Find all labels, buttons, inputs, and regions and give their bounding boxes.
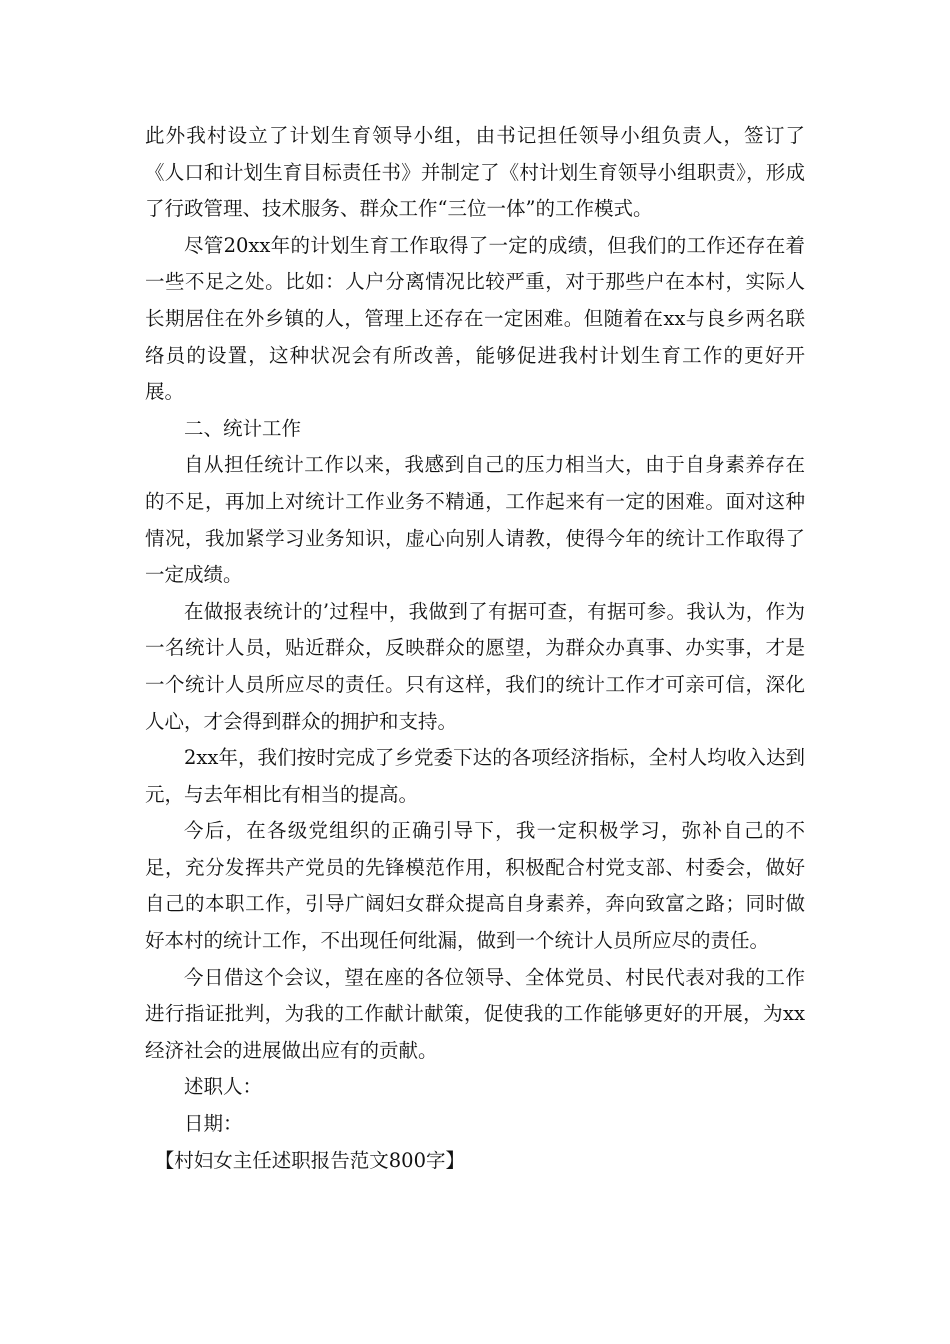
paragraph-report-process: 在做报表统计的’过程中，我做到了有据可查，有据可参。我认为，作为一名统计人员，贴近群众，反映群众的愿望，为群众办真事、办实事，才是一个统计人员所应尽的责任。只有这样，我们的统计工作才可亲可信，深化人心，才会得到群众的拥护和支持。 [145, 599, 805, 733]
footer-document-title: 【村妇女主任述职报告范文800字】 [154, 1148, 465, 1172]
paragraph-shortcomings: 尽管20xx年的计划生育工作取得了一定的成绩，但我们的工作还存在着一些不足之处。比如：人户分离情况比较严重，对于那些户在本村，实际人长期居住在外乡镇的人，管理上还存在一定困难。但随着在xx与良乡两名联络员的设置，这种状况会有所改善，能够促进我村计划生育工作的更好开展。 [145, 233, 805, 404]
paragraph-future-plans: 今后，在各级党组织的正确引导下，我一定积极学习，弥补自己的不足，充分发挥共产党员的先锋模范作用，积极配合村党支部、村委会，做好自己的本职工作，引导广阔妇女群众提高自身素养，奔向致富之路；同时做好本村的统计工作，不出现任何纰漏，做到一个统计人员所应尽的责任。 [145, 819, 805, 953]
paragraph-family-planning-group: 此外我村设立了计划生育领导小组，由书记担任领导小组负责人，签订了《人口和计划生育目标责任书》并制定了《村计划生育领导小组职责》，形成了行政管理、技术服务、群众工作“三位一体”的工作模式。 [145, 124, 805, 221]
paragraph-statistics-work: 自从担任统计工作以来，我感到自己的压力相当大，由于自身素养存在的不足，再加上对统计工作业务不精通，工作起来有一定的困难。面对这种情况，我加紧学习业务知识，虚心向别人请教，使得今年的统计工作取得了一定成绩。 [145, 453, 805, 587]
paragraph-closing-remarks: 今日借这个会议，望在座的各位领导、全体党员、村民代表对我的工作进行指证批判，为我的工作献计献策，促使我的工作能够更好的开展，为xx经济社会的进展做出应有的贡献。 [145, 965, 805, 1062]
paragraph-economic-indicators: 2xx年，我们按时完成了乡党委下达的各项经济指标，全村人均收入达到元，与去年相比有相当的提高。 [145, 746, 805, 806]
signature-date: 日期： [184, 1112, 243, 1136]
section-heading-statistics: 二、统计工作 [184, 416, 302, 440]
signature-reporter: 述职人： [184, 1075, 263, 1099]
document-page [145, 118, 805, 1179]
